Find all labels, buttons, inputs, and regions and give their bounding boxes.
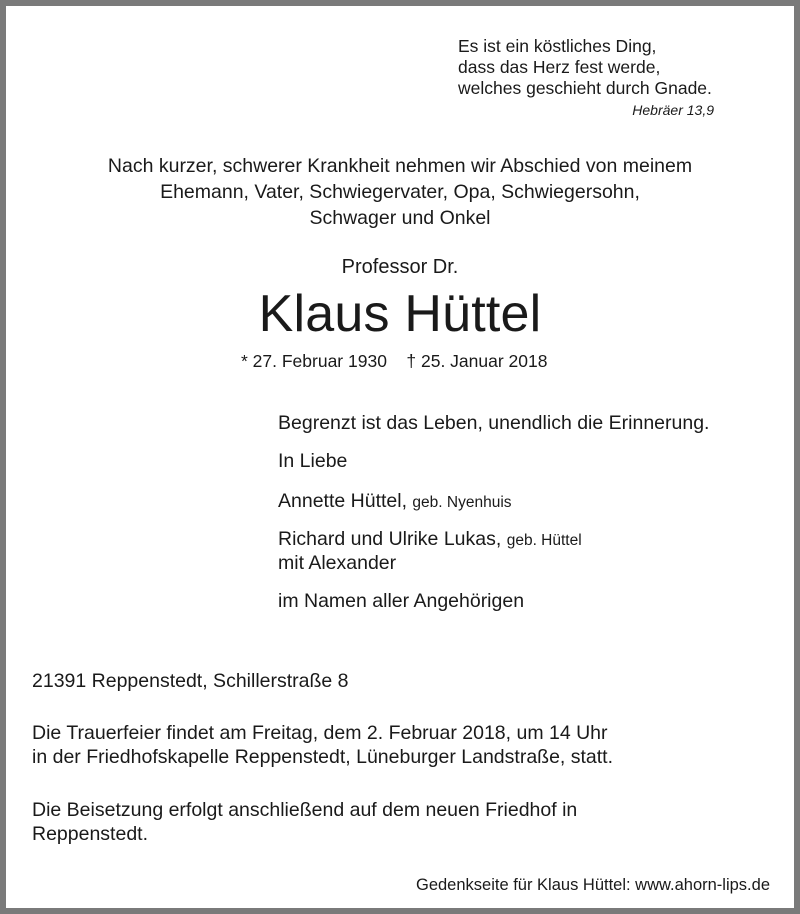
signatory-extra: mit Alexander	[278, 552, 397, 574]
motto: Begrenzt ist das Leben, unendlich die Erinnerung.	[278, 412, 710, 434]
intro-line: Schwager und Onkel	[309, 207, 491, 229]
signatory-name: Richard und Ulrike Lukas,	[278, 528, 502, 550]
verse-line: Es ist ein köstliches Ding,	[458, 36, 657, 56]
burial-line: Reppenstedt.	[32, 823, 149, 845]
deceased-title: Professor Dr.	[341, 256, 459, 278]
signatory-2	[278, 528, 582, 574]
burial-info	[32, 798, 577, 846]
closing-line: im Namen aller Angehörigen	[278, 590, 525, 612]
bible-verse	[458, 36, 712, 99]
intro-line: Ehemann, Vater, Schwiegervater, Opa, Schwiegersohn,	[160, 181, 640, 203]
signatory-1	[278, 490, 512, 513]
family-address: 21391 Reppenstedt, Schillerstraße 8	[32, 670, 349, 692]
memorial-page-link: Gedenkseite für Klaus Hüttel: www.ahorn-lips.de	[415, 876, 770, 894]
service-line: Die Trauerfeier findet am Freitag, dem 2. Februar 2018, um 14 Uhr	[32, 722, 608, 744]
signatory-note: geb. Hüttel	[506, 532, 582, 549]
service-line: in der Friedhofskapelle Reppenstedt, Lüneburger Landstraße, statt.	[32, 746, 614, 768]
deceased-name: Klaus Hüttel	[258, 285, 542, 343]
in-love-line: In Liebe	[278, 450, 348, 472]
funeral-service-info	[32, 721, 613, 769]
intro-line: Nach kurzer, schwerer Krankheit nehmen wir Abschied von meinem	[107, 155, 693, 177]
birth-date: * 27. Februar 1930	[241, 351, 387, 371]
verse-source: Hebräer 13,9	[632, 102, 714, 118]
verse-line: welches geschieht durch Gnade.	[458, 78, 712, 98]
verse-line: dass das Herz fest werde,	[458, 57, 661, 77]
intro-text	[6, 153, 794, 231]
death-date: † 25. Januar 2018	[406, 351, 548, 371]
life-dates	[241, 351, 547, 372]
burial-line: Die Beisetzung erfolgt anschließend auf dem neuen Friedhof in	[32, 799, 578, 821]
signatory-name: Annette Hüttel,	[278, 490, 407, 512]
signatory-note: geb. Nyenhuis	[412, 494, 512, 511]
